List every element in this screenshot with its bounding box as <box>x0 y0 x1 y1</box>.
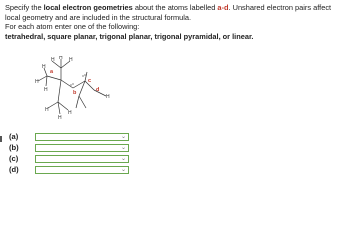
atom-label-d: d <box>96 87 100 93</box>
atom-label-a: a <box>50 69 54 75</box>
hydrogen-label: H <box>45 107 49 113</box>
answer-select-b[interactable] <box>35 144 129 152</box>
question-line-1-start: Specify the <box>5 3 44 12</box>
chevron-down-icon: ⌄ <box>120 144 126 151</box>
answer-row-c <box>9 153 129 164</box>
hydrogen-label: H <box>51 57 55 63</box>
hydrogen-label: H <box>35 79 39 85</box>
answer-row-a <box>9 131 129 142</box>
answer-row-b <box>9 142 129 153</box>
lone-pairs <box>70 74 85 85</box>
answers-list <box>9 131 129 175</box>
answer-select-c[interactable] <box>35 155 129 163</box>
question-line-2: local geometry and are included in the structural formula. <box>5 12 192 22</box>
question-line-1-end: . Unshared electron pairs affect <box>228 3 332 12</box>
chevron-down-icon: ⌄ <box>120 155 126 162</box>
answer-label-a: (a) <box>9 132 19 141</box>
question-text <box>5 3 345 41</box>
answer-label-d: (d) <box>9 165 19 174</box>
question-line-3: For each atom enter one of the following: <box>5 22 140 32</box>
answer-label-b: (b) <box>9 143 19 152</box>
chevron-down-icon: ⌄ <box>120 166 126 173</box>
question-emphasis: local electron geometries <box>43 3 133 12</box>
geometry-options: tetrahedral, square planar, trigonal planar, trigonal pyramidal, or linear. <box>5 31 254 41</box>
hydrogen-label: H <box>69 57 73 63</box>
answer-select-d[interactable] <box>35 166 129 174</box>
hydrogen-label: H <box>68 110 72 116</box>
hydrogen-label: H <box>42 64 46 70</box>
question-atom-range: a-d <box>217 3 229 12</box>
hydrogen-label: H <box>106 94 110 100</box>
scroll-marker <box>0 136 2 142</box>
atom-labels <box>50 69 99 96</box>
hydrogen-label: H <box>59 56 63 61</box>
answer-label-c: (c) <box>9 154 19 163</box>
answer-select-a[interactable] <box>35 133 129 141</box>
hydrogen-label: H <box>58 115 62 121</box>
structural-formula <box>28 56 128 132</box>
atom-label-c: c <box>88 78 92 84</box>
atom-label-b: b <box>73 90 77 96</box>
question-line-1-middle: about the atoms labelled <box>132 3 218 12</box>
question-line-1 <box>5 3 345 13</box>
chevron-down-icon: ⌄ <box>120 133 126 140</box>
answer-row-d <box>9 164 129 175</box>
hydrogen-label: H <box>44 87 48 93</box>
